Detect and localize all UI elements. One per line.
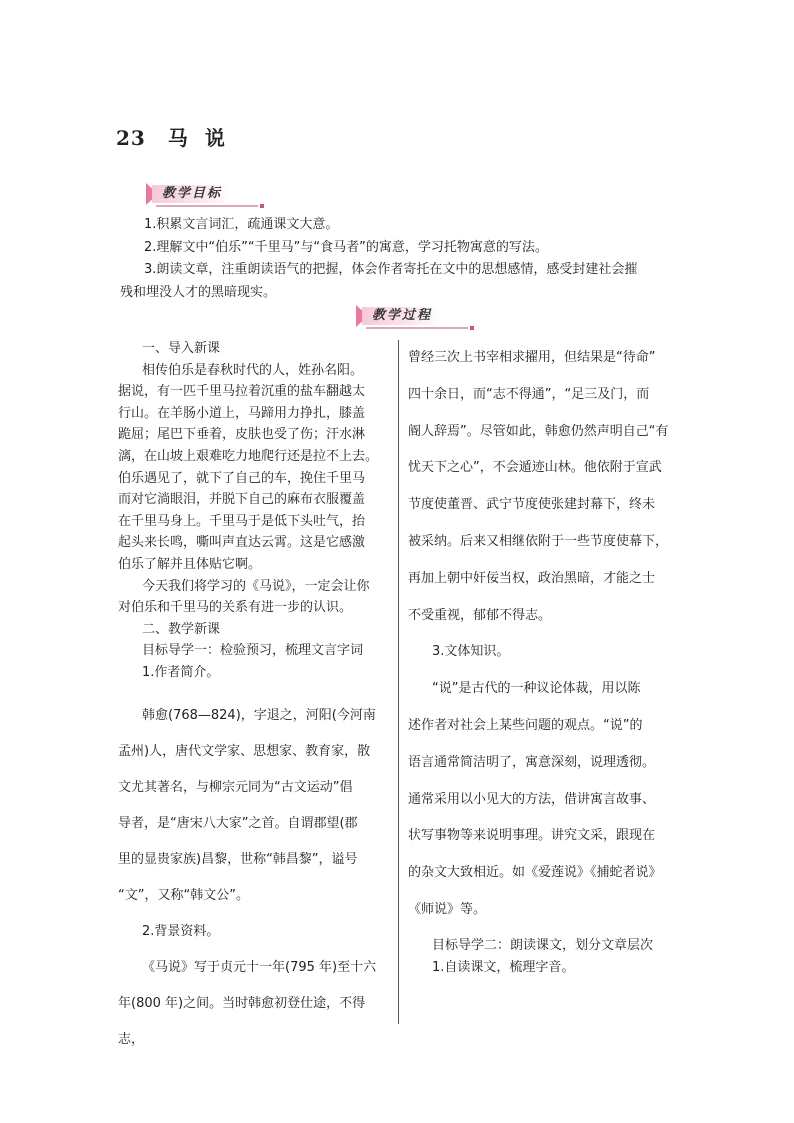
title-char-2: 说 (204, 126, 226, 150)
paragraph-line: 韩愈(768—824)，字退之，河阳(今河南 (142, 707, 376, 723)
paragraph-line: 在千里马身上。千里马于是低下头吐气，抬 (118, 513, 366, 529)
goal-3-cont: 残和埋没人才的黑暗现实。 (120, 284, 277, 300)
paragraph-line: 被采纳。后来又相继依附于一些节度使幕下， (408, 533, 669, 549)
goals-banner-label: 教学目标 (152, 185, 232, 203)
paragraph-line: 节度使董晋、武宁节度使张建封幕下，终未 (408, 497, 656, 513)
goal-3: 3.朗读文章，注重朗读语气的把握，体会作者寄托在文中的思想感情，感受封建社会摧 (144, 262, 638, 277)
paragraph-line: 里的显贵家族)昌黎，世称“韩昌黎”，谥号 (118, 851, 358, 867)
goal-2: 2.理解文中“伯乐”“千里马”与“食马者”的寓意，学习托物寓意的写法。 (144, 239, 548, 255)
paragraph-line: “说”是古代的一种议论体裁，用以陈 (432, 681, 641, 697)
paragraph-line: 伯乐遇见了，就下了自己的车，挽住千里马 (118, 470, 366, 486)
paragraph-line: 导者，是“唐宋八大家”之首。自谓郡望(郡 (118, 815, 358, 831)
goal-1: 1.积累文言词汇，疏通课文大意。 (144, 217, 339, 232)
lesson-number: 23 (116, 126, 146, 150)
title-char-1: 马 (167, 126, 189, 150)
paragraph-line: 文尤其著名，与柳宗元同为“古文运动”倡 (118, 779, 353, 795)
sub-heading: 1.自读课文，梳理字音。 (432, 959, 575, 975)
paragraph-line: 相传伯乐是春秋时代的人，姓孙名阳。 (142, 362, 364, 378)
right-column (408, 340, 680, 979)
paragraph-line: 漓，在山坡上艰难吃力地爬行还是拉不上去。 (118, 448, 379, 464)
paragraph-line: 的杂文大致相近。如《爱莲说》《捕蛇者说》 (408, 865, 662, 881)
paragraph-line: 通常采用以小见大的方法，借讲寓言故事、 (408, 791, 656, 807)
paragraph-line: 不受重视，郁郁不得志。 (408, 607, 552, 623)
paragraph-line: 对伯乐和千里马的关系有进一步的认识。 (118, 600, 353, 616)
paragraph-line: 曾经三次上书宰相求擢用，但结果是“待命” (408, 350, 656, 365)
paragraph-line: 《马说》写于贞元十一年(795 年)至十六 (142, 959, 377, 975)
paragraph-line: 阍人辞焉”。尽管如此，韩愈仍然声明自己“有 (408, 423, 669, 439)
process-banner (356, 305, 468, 327)
section-heading: 二、教学新课 (142, 621, 221, 637)
paragraph-line: 《师说》等。 (408, 901, 487, 917)
paragraph-line: 年(800 年)之间。当时韩愈初登仕途，不得志， (118, 995, 366, 1047)
sub-heading: 1.作者简介。 (142, 664, 220, 680)
paragraph-line: 今天我们将学习的《马说》，一定会让你 (142, 578, 370, 594)
paragraph-line: 再加上朝中奸佞当权，政治黑暗，才能之士 (408, 570, 656, 586)
section-heading: 一、导入新课 (142, 341, 221, 356)
paragraph-line: 跪屈；尾巴下垂着，皮肤也受了伤；汗水淋 (118, 427, 366, 443)
sub-heading: 2.背景资料。 (142, 923, 220, 939)
paragraph-line: 起头来长鸣，嘶叫声直达云霄。这是它感激 (118, 535, 366, 551)
paragraph-line: 伯乐了解并且体贴它啊。 (118, 556, 262, 572)
paragraph-line: 行山。在羊肠小道上，马蹄用力挣扎，膝盖 (118, 405, 366, 421)
paragraph-line: 而对它淌眼泪，并脱下自己的麻布衣服覆盖 (118, 492, 366, 508)
goals-banner (146, 183, 258, 205)
sub-heading: 目标导学一：检验预习，梳理文言字词 (142, 643, 364, 659)
paragraph-line: 四十余日，而“志不得通”，“足三及门，而 (408, 386, 650, 402)
lesson-title (116, 122, 226, 151)
left-column (118, 338, 388, 1058)
paragraph-line: 孟州)人，唐代文学家、思想家、教育家，散 (118, 743, 371, 759)
sub-heading: 3.文体知识。 (432, 644, 510, 660)
process-banner-label: 教学过程 (362, 307, 442, 325)
sub-heading: 目标导学二：朗读课文，划分文章层次 (432, 937, 654, 953)
teaching-goals (120, 214, 680, 304)
paragraph-line: 据说，有一匹千里马拉着沉重的盐车翻越太 (118, 384, 366, 400)
paragraph-line: 语言通常简洁明了，寓意深刻，说理透彻。 (408, 754, 656, 770)
paragraph-line: “文”，又称“韩文公”。 (118, 887, 249, 903)
paragraph-line: 述作者对社会上某些问题的观点。“说”的 (408, 717, 643, 733)
paragraph-line: 忧天下之心”，不会遁迹山林。他依附于宣武 (408, 460, 662, 476)
column-divider (398, 340, 399, 1024)
paragraph-line: 状写事物等来说明事理。讲究文采，跟现在 (408, 828, 656, 844)
